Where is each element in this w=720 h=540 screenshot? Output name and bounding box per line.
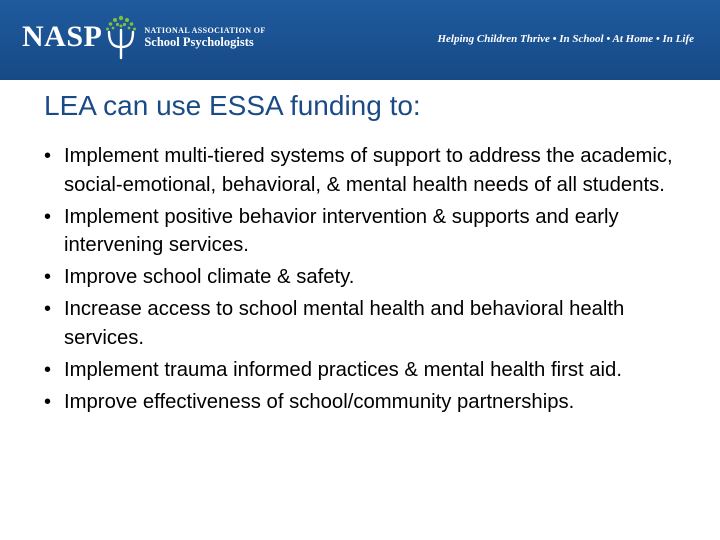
tagline: Helping Children Thrive • In School • At Home • In Life xyxy=(437,33,694,45)
bullet-dot: • xyxy=(44,390,52,413)
bullet-text: Increase access to school mental health and behavioral health services. xyxy=(64,298,625,349)
nasp-logo[interactable] xyxy=(22,12,266,62)
bullet-item xyxy=(44,388,694,417)
bullet-list xyxy=(44,142,694,420)
bullet-text: Implement trauma informed practices & mental health first aid. xyxy=(64,358,622,381)
bullet-item xyxy=(44,295,694,352)
bullet-item xyxy=(44,356,694,385)
bullet-text: Improve school climate & safety. xyxy=(64,266,355,288)
org-name xyxy=(144,26,265,50)
logo-text: NASP xyxy=(22,20,103,53)
bullet-dot: • xyxy=(44,358,52,381)
bullet-text: Implement multi-tiered systems of support to address the academic, social-emotional, behavioral, & mental health needs of all students. xyxy=(64,145,673,196)
bullet-text: Improve effectiveness of school/community partnerships. xyxy=(64,390,575,413)
bullet-item xyxy=(44,142,694,199)
bullet-dot: • xyxy=(44,145,52,167)
header-bar xyxy=(0,0,720,80)
slide-title: LEA can use ESSA funding to: xyxy=(44,90,421,121)
bullet-dot: • xyxy=(44,205,52,228)
org-name-line2: School Psychologists xyxy=(144,35,254,50)
bullet-dot: • xyxy=(44,298,52,320)
org-name-line1: NATIONAL ASSOCIATION OF xyxy=(144,26,266,36)
bullet-text: Implement positive behavior intervention & supports and early intervening services. xyxy=(64,205,619,256)
bullet-item xyxy=(44,203,694,260)
bullet-dot: • xyxy=(44,266,52,288)
psi-leaf-icon xyxy=(104,14,138,60)
bullet-item xyxy=(44,263,694,292)
